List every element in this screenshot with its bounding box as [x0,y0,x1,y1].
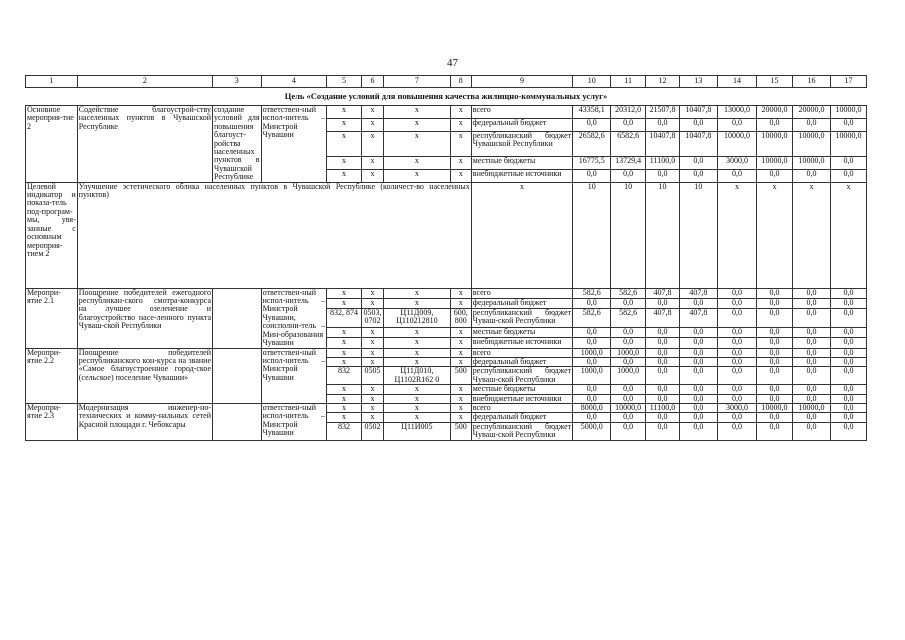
expense-type-code: x [450,403,471,412]
expense-type-code: 600, 800 [450,308,471,327]
amount-value: 0,0 [646,422,680,440]
gl-admin-code: x [327,132,362,157]
section-code: x [361,132,383,157]
target-article-code: x [384,413,451,422]
gl-admin-code: x [327,119,362,132]
amount-value: 582,6 [611,288,646,298]
header-col-number: 17 [830,76,866,88]
amount-value: 0,0 [757,119,793,132]
amount-value: 0,0 [792,308,830,327]
amount-value: 582,6 [573,308,611,327]
header-col-number: 5 [327,76,362,88]
target-article-code: Ц11Д010, Ц1102R162 0 [384,367,451,385]
funding-source: всего [471,348,572,357]
measure-col3 [213,348,262,403]
header-col-number: 2 [77,76,212,88]
amount-value: 0,0 [717,288,756,298]
amount-value: 0,0 [573,357,611,366]
target-article-code: x [384,394,451,403]
amount-value: 0,0 [717,169,756,182]
section-code: x [361,328,383,338]
expense-type-code: x [450,357,471,366]
gl-admin-code: x [327,403,362,412]
amount-value: 0,0 [573,119,611,132]
table-row [26,106,867,119]
amount-value: 407,8 [679,308,717,327]
section-code: x [361,169,383,182]
amount-value: 0,0 [792,338,830,348]
expense-type-code: x [450,106,471,119]
amount-value: 0,0 [717,119,756,132]
amount-value: 0,0 [792,119,830,132]
measure-executor: ответствен-ный испол-нитель – Минстрой Чувашии [261,348,327,403]
amount-value: 21507,8 [646,106,680,119]
target-article-code: x [384,385,451,394]
amount-value: 1000,0 [611,348,646,357]
amount-value: 0,0 [573,338,611,348]
amount-value: 0,0 [792,367,830,385]
amount-value: 0,0 [611,413,646,422]
amount-value: 20000,0 [792,106,830,119]
indicator-col9: x [471,182,572,288]
amount-value: 0,0 [611,119,646,132]
section-code: x [361,385,383,394]
amount-value: 0,0 [792,348,830,357]
amount-value: 5000,0 [573,422,611,440]
amount-value: 0,0 [717,422,756,440]
target-article-code: x [384,328,451,338]
amount-value: 0,0 [757,308,793,327]
target-article-code: x [384,403,451,412]
funding-source: республиканский бюджет Чуваш-ской Республики [471,308,572,327]
amount-value: 0,0 [792,328,830,338]
amount-value: 0,0 [830,394,866,403]
section-code: x [361,338,383,348]
table-row [26,288,867,298]
amount-value: 0,0 [792,385,830,394]
section-code: x [361,413,383,422]
amount-value: 0,0 [611,422,646,440]
amount-value: 0,0 [717,298,756,308]
indicator-text: Улучшение эстетического облика населенных пунктов в Чувашской Республике (количест-во населенных пунктов) [77,182,471,288]
amount-value: 10000,0 [830,106,866,119]
amount-value: 0,0 [646,338,680,348]
target-article-code: Ц11Д009, Ц110212810 [384,308,451,327]
amount-value: 3000,0 [717,403,756,412]
section-code: 0502 [361,422,383,440]
amount-value: 26582,6 [573,132,611,157]
gl-admin-code: x [327,169,362,182]
amount-value: 0,0 [679,156,717,169]
amount-value: 10000,0 [757,403,793,412]
section-code: 0505 [361,367,383,385]
amount-value: 0,0 [757,348,793,357]
gl-admin-code: x [327,156,362,169]
amount-value: 0,0 [830,403,866,412]
amount-value: 0,0 [611,328,646,338]
amount-value: 0,0 [757,328,793,338]
amount-value: 0,0 [830,357,866,366]
amount-value: 0,0 [679,422,717,440]
header-col-number: 9 [471,76,572,88]
measure-title: Модернизация инженер-но-технических и комму-нальных сетей Красной площади г. Чебоксары [77,403,212,440]
activity-executor: ответствен-ный испол-нитель – Минстрой Чувашии [261,106,327,183]
amount-value: 3000,0 [717,156,756,169]
funding-source: внебюджетные источники [471,394,572,403]
measure-title: Поощрение победителей республиканского кон-курса на звание «Самое благоустроенное город-ское (сельское) поселение Чувашии» [77,348,212,403]
amount-value: 0,0 [830,288,866,298]
funding-source: республиканский бюджет Чуваш-ской Республики [472,422,572,440]
amount-value: 0,0 [830,422,866,440]
amount-value: 0,0 [611,298,646,308]
amount-value: 0,0 [611,385,646,394]
amount-value: 0,0 [611,169,646,182]
amount-value: 8000,0 [573,403,611,412]
gl-admin-code: x [327,106,362,119]
amount-value: 0,0 [717,367,756,385]
header-col-number: 3 [213,76,262,88]
section-code: x [361,394,383,403]
amount-value: 0,0 [646,119,680,132]
funding-source: всего [471,403,572,412]
amount-value: 10000,0 [611,403,646,412]
measure-name: Меропри-ятие 2.1 [26,288,78,348]
amount-value: 0,0 [646,348,680,357]
amount-value: 0,0 [830,338,866,348]
amount-value: 0,0 [573,328,611,338]
amount-value: 0,0 [679,298,717,308]
goal-title: Цель «Создание условий для повышения качества жилищно-коммунальных услуг» [26,88,867,106]
amount-value: 0,0 [573,298,611,308]
amount-value: 0,0 [679,403,717,412]
indicator-row [26,182,867,288]
amount-value: 10000,0 [757,132,793,157]
amount-value: 0,0 [757,367,793,385]
gl-admin-code: 832 [327,422,362,440]
amount-value: 0,0 [792,288,830,298]
target-article-code: x [384,169,451,182]
amount-value: 10407,8 [679,106,717,119]
target-article-code: x [384,106,451,119]
target-article-code: x [384,288,451,298]
page-number: 47 [447,57,458,69]
indicator-value: x [757,182,793,288]
amount-value: 0,0 [757,385,793,394]
section-code: x [361,288,383,298]
amount-value: 11100,0 [646,156,680,169]
expense-type-code: x [450,394,471,403]
amount-value: 0,0 [830,169,866,182]
gl-admin-code: 832, 874 [327,308,362,327]
amount-value: 0,0 [646,394,680,403]
target-article-code: x [384,298,451,308]
target-article-code: x [384,338,451,348]
gl-admin-code: x [327,298,362,308]
amount-value: 0,0 [646,357,680,366]
amount-value: 0,0 [757,394,793,403]
amount-value: 407,8 [679,288,717,298]
funding-source: местные бюджеты [471,385,572,394]
amount-value: 13000,0 [717,106,756,119]
expense-type-code: x [450,338,471,348]
amount-value: 20000,0 [757,106,793,119]
indicator-value: x [717,182,756,288]
activity-title: Содействие благоустрой-ству населенных пунктов в Чувашской Республике [77,106,212,183]
indicator-value: 10 [679,182,717,288]
indicator-value: 10 [573,182,611,288]
expense-type-code: x [450,413,471,422]
section-code: x [361,106,383,119]
gl-admin-code: x [327,288,362,298]
header-col-number: 1 [26,76,78,88]
expense-type-code: x [450,169,471,182]
expense-type-code: x [450,385,471,394]
gl-admin-code: 832 [327,367,362,385]
table-body [26,76,867,441]
expense-type-code: x [450,119,471,132]
amount-value: 0,0 [717,348,756,357]
amount-value: 0,0 [830,328,866,338]
measure-executor: ответствен-ный испол-нитель – Минстрой Чувашии [261,403,327,440]
amount-value: 0,0 [611,357,646,366]
funding-source: федеральный бюджет [471,357,572,366]
amount-value: 0,0 [573,169,611,182]
funding-source: внебюджетные источники [471,338,572,348]
header-col-number: 13 [679,76,717,88]
header-col-number: 6 [361,76,383,88]
amount-value: 0,0 [792,413,830,422]
amount-value: 0,0 [830,119,866,132]
header-col-number: 14 [717,76,756,88]
indicator-value: x [830,182,866,288]
amount-value: 0,0 [830,308,866,327]
amount-value: 0,0 [679,394,717,403]
amount-value: 0,0 [573,385,611,394]
budget-table [25,75,867,441]
header-col-number: 15 [757,76,793,88]
expense-type-code: x [450,298,471,308]
indicator-value: 10 [646,182,680,288]
amount-value: 0,0 [757,413,793,422]
amount-value: 43358,1 [573,106,611,119]
header-number-row [26,76,867,88]
amount-value: 1000,0 [573,367,611,385]
table-row [26,348,867,357]
measure-col3 [213,403,262,440]
amount-value: 0,0 [573,413,611,422]
expense-type-code: x [450,348,471,357]
amount-value: 10000,0 [717,132,756,157]
amount-value: 13729,4 [611,156,646,169]
expense-type-code: x [450,328,471,338]
gl-admin-code: x [327,385,362,394]
funding-source: федеральный бюджет [471,119,572,132]
header-col-number: 10 [573,76,611,88]
amount-value: 582,6 [573,288,611,298]
amount-value: 10000,0 [792,132,830,157]
funding-source: местные бюджеты [471,328,572,338]
gl-admin-code: x [327,413,362,422]
expense-type-code: x [450,156,471,169]
measure-name: Меропри-ятие 2.3 [26,403,78,440]
amount-value: 0,0 [792,394,830,403]
funding-source: местные бюджеты [471,156,572,169]
amount-value: 0,0 [717,413,756,422]
amount-value: 0,0 [646,385,680,394]
section-code: x [361,357,383,366]
target-article-code: Ц11И005 [384,422,451,440]
amount-value: 0,0 [830,156,866,169]
indicator-name: Целевой индикатор и показа-тель под-програм-мы, увя-занные с основным мероприя-тием 2 [26,182,78,288]
amount-value: 0,0 [679,348,717,357]
target-article-code: x [384,132,451,157]
activity-name: Основное мероприя-тие 2 [26,106,78,183]
amount-value: 0,0 [646,298,680,308]
header-col-number: 4 [261,76,327,88]
amount-value: 0,0 [757,288,793,298]
amount-value: 1000,0 [573,348,611,357]
amount-value: 0,0 [757,338,793,348]
amount-value: 0,0 [717,308,756,327]
funding-source: всего [471,106,572,119]
amount-value: 0,0 [646,413,680,422]
amount-value: 0,0 [757,422,793,440]
amount-value: 0,0 [679,367,717,385]
amount-value: 407,8 [646,288,680,298]
measure-executor: ответствен-ный испол-нитель – Минстрой Чувашии, соисполни-тель – Мин-образования Чувашии [262,288,326,348]
amount-value: 0,0 [717,394,756,403]
amount-value: 0,0 [717,328,756,338]
amount-value: 0,0 [646,328,680,338]
amount-value: 10000,0 [792,403,830,412]
amount-value: 11100,0 [646,403,680,412]
target-article-code: x [384,357,451,366]
amount-value: 6582,6 [611,132,646,157]
amount-value: 0,0 [679,328,717,338]
amount-value: 0,0 [646,169,680,182]
amount-value: 0,0 [792,357,830,366]
amount-value: 0,0 [830,348,866,357]
amount-value: 0,0 [679,169,717,182]
header-col-number: 12 [646,76,680,88]
section-code: x [361,156,383,169]
expense-type-code: x [450,288,471,298]
measure-name: Меропри-ятие 2.2 [26,348,78,403]
amount-value: 582,6 [611,308,646,327]
amount-value: 10000,0 [757,156,793,169]
amount-value: 0,0 [611,338,646,348]
funding-source: внебюджетные источники [471,169,572,182]
amount-value: 0,0 [757,169,793,182]
amount-value: 0,0 [830,298,866,308]
amount-value: 0,0 [757,357,793,366]
amount-value: 10407,8 [679,132,717,157]
amount-value: 0,0 [646,367,680,385]
funding-source: федеральный бюджет [471,298,572,308]
funding-source: всего [471,288,572,298]
amount-value: 0,0 [717,357,756,366]
funding-source: республиканский бюджет Чувашской Республики [471,132,572,157]
amount-value: 0,0 [679,119,717,132]
section-code: x [361,348,383,357]
gl-admin-code: x [327,394,362,403]
amount-value: 0,0 [830,367,866,385]
gl-admin-code: x [327,357,362,366]
measure-title: Поощрение победителей ежегодного республикан-ского смотра-конкурса на лучшее озеленение и благоустройство насе-ленного пункта Чуваш-ской Республики [77,288,212,348]
gl-admin-code: x [327,338,362,348]
amount-value: 0,0 [830,385,866,394]
table-row [26,403,867,412]
amount-value: 407,8 [646,308,680,327]
amount-value: 10000,0 [830,132,866,157]
section-code: x [361,403,383,412]
amount-value: 0,0 [679,385,717,394]
activity-goal: создание условий для повышения благоуст-ройства населенных пунктов в Чувашской Республике [214,105,260,182]
amount-value: 0,0 [792,169,830,182]
target-article-code: x [384,156,451,169]
amount-value: 0,0 [611,394,646,403]
amount-value: 0,0 [792,422,830,440]
amount-value: 10407,8 [646,132,680,157]
amount-value: 0,0 [679,338,717,348]
section-code: x [361,119,383,132]
expense-type-code: 500 [450,422,471,440]
funding-source: республиканский бюджет Чуваш-ской Республики [472,366,572,384]
header-col-number: 16 [792,76,830,88]
funding-source: федеральный бюджет [471,413,572,422]
header-col-number: 7 [384,76,451,88]
amount-value: 16775,5 [573,156,611,169]
indicator-value: x [792,182,830,288]
amount-value: 1000,0 [611,367,646,385]
header-col-number: 11 [611,76,646,88]
amount-value: 0,0 [573,394,611,403]
expense-type-code: x [450,132,471,157]
indicator-value: 10 [611,182,646,288]
amount-value: 0,0 [679,357,717,366]
target-article-code: x [384,348,451,357]
target-article-code: x [384,119,451,132]
section-code: x [361,298,383,308]
gl-admin-code: x [327,348,362,357]
amount-value: 20312,0 [611,106,646,119]
amount-value: 0,0 [717,385,756,394]
measure-col3 [213,288,262,348]
amount-value: 0,0 [757,298,793,308]
amount-value: 0,0 [717,338,756,348]
amount-value: 0,0 [830,413,866,422]
expense-type-code: 500 [450,367,471,385]
amount-value: 0,0 [679,413,717,422]
amount-value: 0,0 [792,298,830,308]
goal-row [26,88,867,106]
gl-admin-code: x [327,328,362,338]
amount-value: 10000,0 [792,156,830,169]
section-code: 0503, 0702 [361,308,383,327]
header-col-number: 8 [450,76,471,88]
